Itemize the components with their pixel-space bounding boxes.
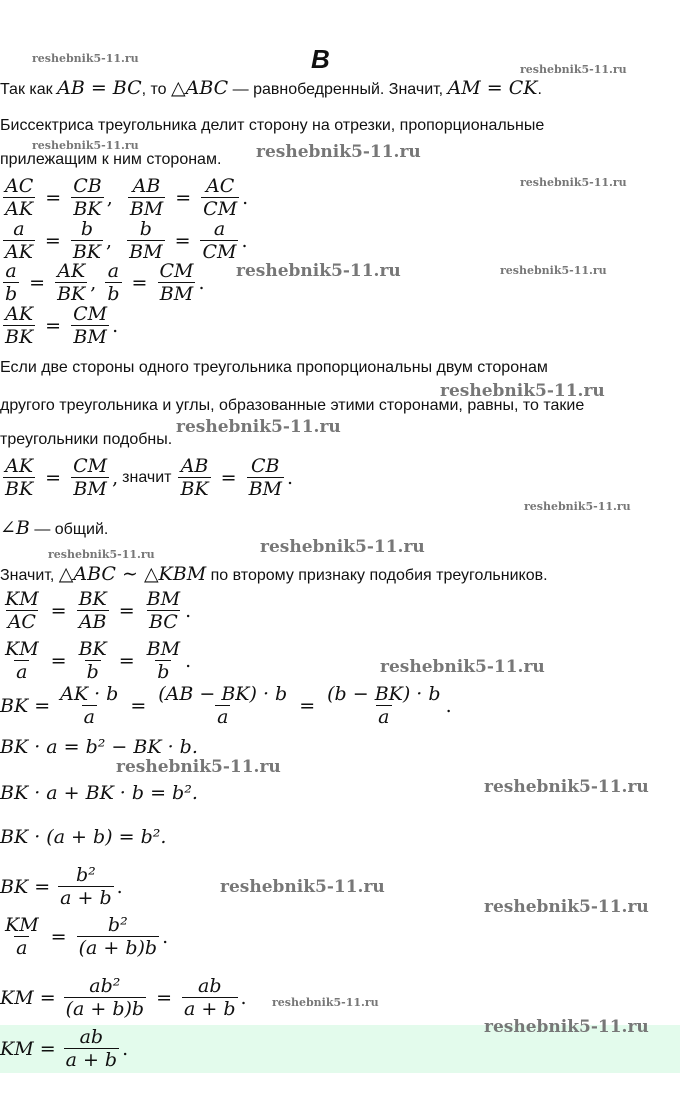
watermark: reshebnik5-11.ru bbox=[220, 877, 385, 897]
watermark: reshebnik5-11.ru bbox=[48, 548, 155, 561]
watermark: reshebnik5-11.ru bbox=[256, 142, 421, 162]
formula-row-9: BK = $\frac{\text{b²}}{a + b}$ . bbox=[0, 864, 123, 909]
text: , то bbox=[141, 81, 172, 98]
fraction: $\frac{ab}{a + b}$ bbox=[65, 1026, 118, 1071]
formula-row-7: $\frac{KM}{a}$ = $\frac{BK}{b}$ = $\frac{BM}{b}$ . bbox=[5, 638, 192, 683]
fraction: $\frac{BM}{b}$ bbox=[146, 638, 181, 683]
fraction: $\frac{BK}{b}$ bbox=[78, 638, 107, 683]
line-isosceles bbox=[0, 78, 542, 100]
fraction: $\frac{AK \cdot b}{a}$ bbox=[60, 683, 119, 728]
text: — равнобедренный. Значит, bbox=[228, 81, 448, 98]
fraction: $\frac{a}{b}$ bbox=[107, 260, 120, 305]
text: по второму признаку подобия треугольников. bbox=[206, 567, 548, 584]
fraction: $\frac{KM}{a}$ bbox=[5, 638, 39, 683]
math: AB = BC bbox=[57, 77, 142, 99]
text: Так как bbox=[0, 81, 58, 98]
watermark: reshebnik5-11.ru bbox=[272, 996, 379, 1009]
watermark: reshebnik5-11.ru bbox=[520, 176, 627, 189]
fraction: $\frac{AK}{BK}$ bbox=[5, 303, 34, 348]
watermark: reshebnik5-11.ru bbox=[176, 417, 341, 437]
formula-row-4: $\frac{AK}{BK}$ = $\frac{CM}{BM}$ . bbox=[5, 303, 119, 348]
bisector-text-1: Биссектриса треугольника делит сторону на отрезки, пропорциональные bbox=[0, 117, 545, 134]
equation-1: BK · a = b² − BK · b. bbox=[0, 736, 198, 758]
fraction: $\frac{\text{b²}}{(a + b)b}$ bbox=[78, 914, 158, 959]
watermark: reshebnik5-11.ru bbox=[484, 777, 649, 797]
similarity-text-2: другого треугольника и углы, образованные этими сторонами, равны, то такие bbox=[0, 397, 585, 414]
fraction: $\frac{AK}{BK}$ bbox=[57, 260, 86, 305]
bisector-text-2: прилежащим к ним сторонам. bbox=[0, 151, 222, 168]
watermark: reshebnik5-11.ru bbox=[524, 500, 631, 513]
math: ∠B bbox=[0, 517, 30, 539]
watermark: reshebnik5-11.ru bbox=[520, 63, 627, 76]
common-angle bbox=[0, 518, 108, 540]
fraction: $\frac{(b - BK) \cdot b}{a}$ bbox=[327, 683, 441, 728]
fraction: $\frac{AC}{CM}$ bbox=[203, 175, 238, 220]
formula-row-11: KM = $\frac{\text{ab²}}{(a + b)b}$ = $\frac{ab}{a + b}$ . bbox=[0, 975, 247, 1020]
watermark: reshebnik5-11.ru bbox=[440, 381, 605, 401]
similarity-text-1: Если две стороны одного треугольника пропорциональны двум сторонам bbox=[0, 359, 548, 376]
fraction: $\frac{a}{AK}$ bbox=[5, 218, 33, 263]
math: AM = CK bbox=[447, 77, 538, 99]
math: BK = bbox=[0, 694, 51, 717]
watermark: reshebnik5-11.ru bbox=[484, 1017, 649, 1037]
watermark: reshebnik5-11.ru bbox=[116, 757, 281, 777]
formula-row-10: $\frac{KM}{a}$ = $\frac{\text{b²}}{(a + b)b}$ . bbox=[5, 914, 169, 959]
formula-row-8: BK = $\frac{AK \cdot b}{a}$ = $\frac{(AB - BK) \cdot b}{a}$ = $\frac{(b - BK) \cdot b}{a}$ . bbox=[0, 683, 452, 728]
watermark: reshebnik5-11.ru bbox=[484, 897, 649, 917]
fraction: $\frac{AB}{BM}$ bbox=[129, 175, 164, 220]
fraction: $\frac{AK}{BK}$ bbox=[5, 455, 34, 500]
fraction: $\frac{CB}{BM}$ bbox=[248, 455, 282, 500]
section-heading: B bbox=[311, 44, 330, 74]
text: Значит, bbox=[0, 567, 59, 584]
formula-row-6: $\frac{KM}{AC}$ = $\frac{BK}{AB}$ = $\frac{BM}{BC}$ . bbox=[5, 588, 192, 633]
fraction: $\frac{BM}{BC}$ bbox=[146, 588, 181, 633]
fraction: $\frac{CM}{BM}$ bbox=[73, 303, 108, 348]
fraction: $\frac{a}{b}$ bbox=[5, 260, 18, 305]
fraction: $\frac{b}{BK}$ bbox=[72, 218, 102, 263]
fraction: $\frac{(AB - BK) \cdot b}{a}$ bbox=[158, 683, 288, 728]
formula-row-2: $\frac{a}{AK}$ = $\frac{b}{BK}$ , $\frac{b}{BM}$ = $\frac{a}{CM}$ . bbox=[5, 218, 248, 263]
watermark: reshebnik5-11.ru bbox=[500, 264, 607, 277]
equation-2: BK · a + BK · b = b². bbox=[0, 782, 198, 804]
fraction: $\frac{ab}{a + b}$ bbox=[184, 975, 236, 1020]
text: значит bbox=[122, 468, 172, 486]
math: KM = bbox=[0, 986, 56, 1009]
similarity-text-3: треугольники подобны. bbox=[0, 431, 173, 448]
watermark: reshebnik5-11.ru bbox=[32, 139, 139, 152]
fraction: $\frac{\text{b²}}{a + b}$ bbox=[60, 864, 112, 909]
fraction: $\frac{AC}{AK}$ bbox=[5, 175, 34, 220]
formula-row-1: $\frac{AC}{AK}$ = $\frac{CB}{BK}$ , $\frac{AB}{BM}$ = $\frac{AC}{CM}$ . bbox=[5, 175, 249, 220]
text: . bbox=[537, 81, 542, 98]
fraction: $\frac{a}{CM}$ bbox=[202, 218, 237, 263]
text: — общий. bbox=[29, 521, 109, 538]
fraction: $\frac{BK}{AB}$ bbox=[78, 588, 107, 633]
fraction: $\frac{KM}{AC}$ bbox=[5, 588, 39, 633]
watermark: reshebnik5-11.ru bbox=[236, 261, 401, 281]
equation-3: BK · (a + b) = b². bbox=[0, 826, 167, 848]
formula-row-3: $\frac{a}{b}$ = $\frac{AK}{BK}$ , $\frac{a}{b}$ = $\frac{CM}{BM}$ . bbox=[5, 260, 205, 305]
final-answer: KM = $\frac{ab}{a + b}$ . bbox=[0, 1026, 129, 1071]
watermark: reshebnik5-11.ru bbox=[260, 537, 425, 557]
fraction: $\frac{CM}{BM}$ bbox=[159, 260, 194, 305]
similarity-conclusion bbox=[0, 564, 548, 586]
fraction: $\frac{CM}{BM}$ bbox=[73, 455, 108, 500]
watermark: reshebnik5-11.ru bbox=[380, 657, 545, 677]
math: KM = bbox=[0, 1037, 56, 1060]
math: △ABC ∼ △KBM bbox=[58, 563, 207, 585]
formula-row-5: $\frac{AK}{BK}$ = $\frac{CM}{BM}$ , значит $\frac{AB}{BK}$ = $\frac{CB}{BM}$ . bbox=[5, 455, 294, 500]
fraction: $\frac{AB}{BK}$ bbox=[180, 455, 209, 500]
fraction: $\frac{KM}{a}$ bbox=[5, 914, 39, 959]
fraction: $\frac{b}{BM}$ bbox=[129, 218, 163, 263]
fraction: $\frac{CB}{BK}$ bbox=[73, 175, 102, 220]
fraction: $\frac{\text{ab²}}{(a + b)b}$ bbox=[65, 975, 145, 1020]
math: △ABC bbox=[171, 77, 229, 99]
math: BK = bbox=[0, 875, 51, 898]
watermark: reshebnik5-11.ru bbox=[32, 52, 139, 65]
